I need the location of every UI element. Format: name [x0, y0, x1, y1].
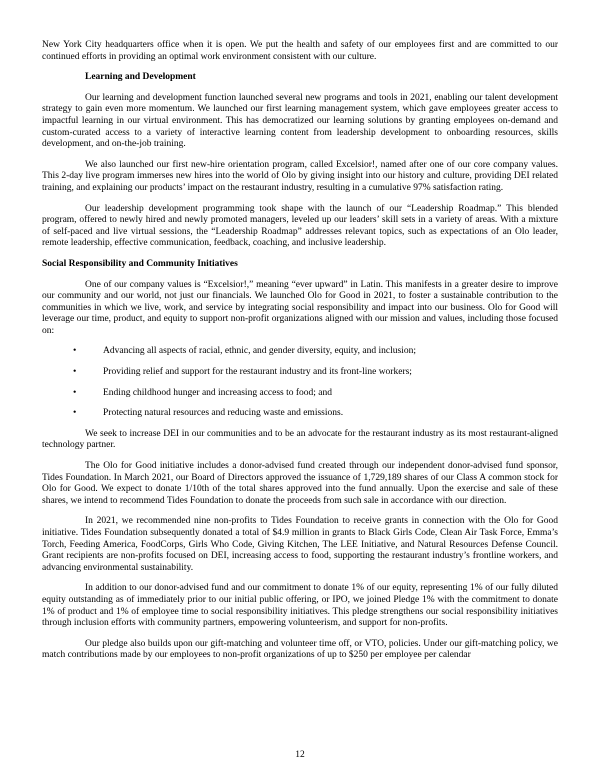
bullet-item	[73, 388, 558, 400]
bullet-marker: •	[73, 387, 77, 398]
body-paragraph: We seek to increase DEI in our communities and to be an advocate for the restaurant industry as its most restaurant-aligned technology partner.	[42, 428, 558, 451]
body-paragraph: We also launched our first new-hire orientation program, called Excelsior!, named after one of our core company values. This 2-day live program immerses new hires into the world of Olo by giving insight into our history and culture, providing DEI related training, and explaining our products’ impact on the restaurant industry, resulting in a cumulative 97% satisfaction rating.	[42, 159, 558, 193]
bullet-marker: •	[73, 408, 77, 419]
body-paragraph: Our pledge also builds upon our gift-matching and volunteer time off, or VTO, policies. Under our gift-matching policy, we match contributions made by our employees to non-profit organizations of up to $250 per employee per calendar	[42, 638, 558, 661]
body-paragraph: The Olo for Good initiative includes a donor-advised fund created through our independent donor-advised fund sponsor, Tides Foundation. In March 2021, our Board of Directors approved the issuance of 1,729,189 shares of our Class A common stock for Olo for Good. We expect to donate 1/10th of the total shares approved into the fund annually. Upon the exercise and sale of these shares, we intend to recommend Tides Foundation to donate the proceeds from such sale in accordance with our direction.	[42, 461, 558, 506]
body-paragraph: In addition to our donor-advised fund and our commitment to donate 1% of our equity, representing 1% of our fully diluted equity outstanding as of immediately prior to our initial public offering, or IPO, we joined Pledge 1% with the commitment to donate 1% of product and 1% of employee time to social responsibility initiatives. This pledge strengthens our social responsibility initiatives through inclusion efforts with community partners, empowering volunteerism, and support for non-profits.	[42, 583, 558, 629]
bullet-text: Ending childhood hunger and increasing access to food; and	[103, 387, 332, 398]
body-paragraph: Our learning and development function launched several new programs and tools in 2021, enabling our talent development strategy to gain even more momentum. We launched our first learning management system, which gave employees greater access to impactful learning in our virtual environment. This has democratized our learning solutions by granting employees on-demand and custom-curated access to a variety of interactive learning content from leadership development to onboarding resources, skills development, and on-the-job training.	[42, 92, 558, 150]
page-number: 12	[295, 750, 305, 761]
heading-social-responsibility: Social Responsibility and Community Initiatives	[42, 258, 238, 269]
body-paragraph: New York City headquarters office when it is open. We put the health and safety of our employees first and are committed to our continued efforts in providing an optimal work environment consistent with our culture.	[42, 40, 558, 62]
body-paragraph: In 2021, we recommended nine non-profits to Tides Foundation to receive grants in connection with the Olo for Good initiative. Tides Foundation subsequently donated a total of $4.9 million in grants to Black Girls Code, Clean Air Task Force, Emma’s Torch, Feeding America, FoodCorps, Girls Who Code, Giving Kitchen, The LEE Initiative, and Natural Resources Defense Council. Grant recipients are non-profits focused on DEI, increasing access to food, supporting the restaurant industry’s frontline workers, and advancing environmental sustainability.	[42, 516, 558, 573]
bullet-text: Advancing all aspects of racial, ethnic, and gender diversity, equity, and inclusion;	[103, 346, 416, 357]
bullet-text: Protecting natural resources and reducing waste and emissions.	[103, 408, 344, 419]
heading-learning-and-development: Learning and Development	[85, 72, 196, 83]
bullet-item	[73, 346, 558, 358]
bullet-item	[73, 367, 558, 379]
bullet-marker: •	[73, 367, 77, 378]
body-paragraph: Our leadership development programming took shape with the launch of our “Leadership Roadmap.” This blended program, offered to newly hired and newly promoted managers, leveled up our leaders’ skill sets in a variety of areas. With a mixture of self-paced and live virtual sessions, the “Leadership Roadmap” addresses relevant topics, such as expectations of an Olo leader, remote leadership, effective communication, feedback, coaching, and inclusive leadership.	[42, 203, 558, 249]
body-paragraph: One of our company values is “Excelsior!,” meaning “ever upward” in Latin. This manifests in a greater desire to improve our community and our world, not just our financials. We launched Olo for Good in 2021, to foster a sustainable contribution to the communities in which we live, work, and service by integrating social responsibility and impact into our business. Olo for Good will leverage our time, product, and equity to support non-profit organizations aligned with our mission and values, including those focused on:	[42, 279, 558, 336]
bullet-item	[73, 408, 558, 420]
bullet-marker: •	[73, 346, 77, 357]
bullet-text: Providing relief and support for the restaurant industry and its front-line workers;	[103, 367, 412, 378]
